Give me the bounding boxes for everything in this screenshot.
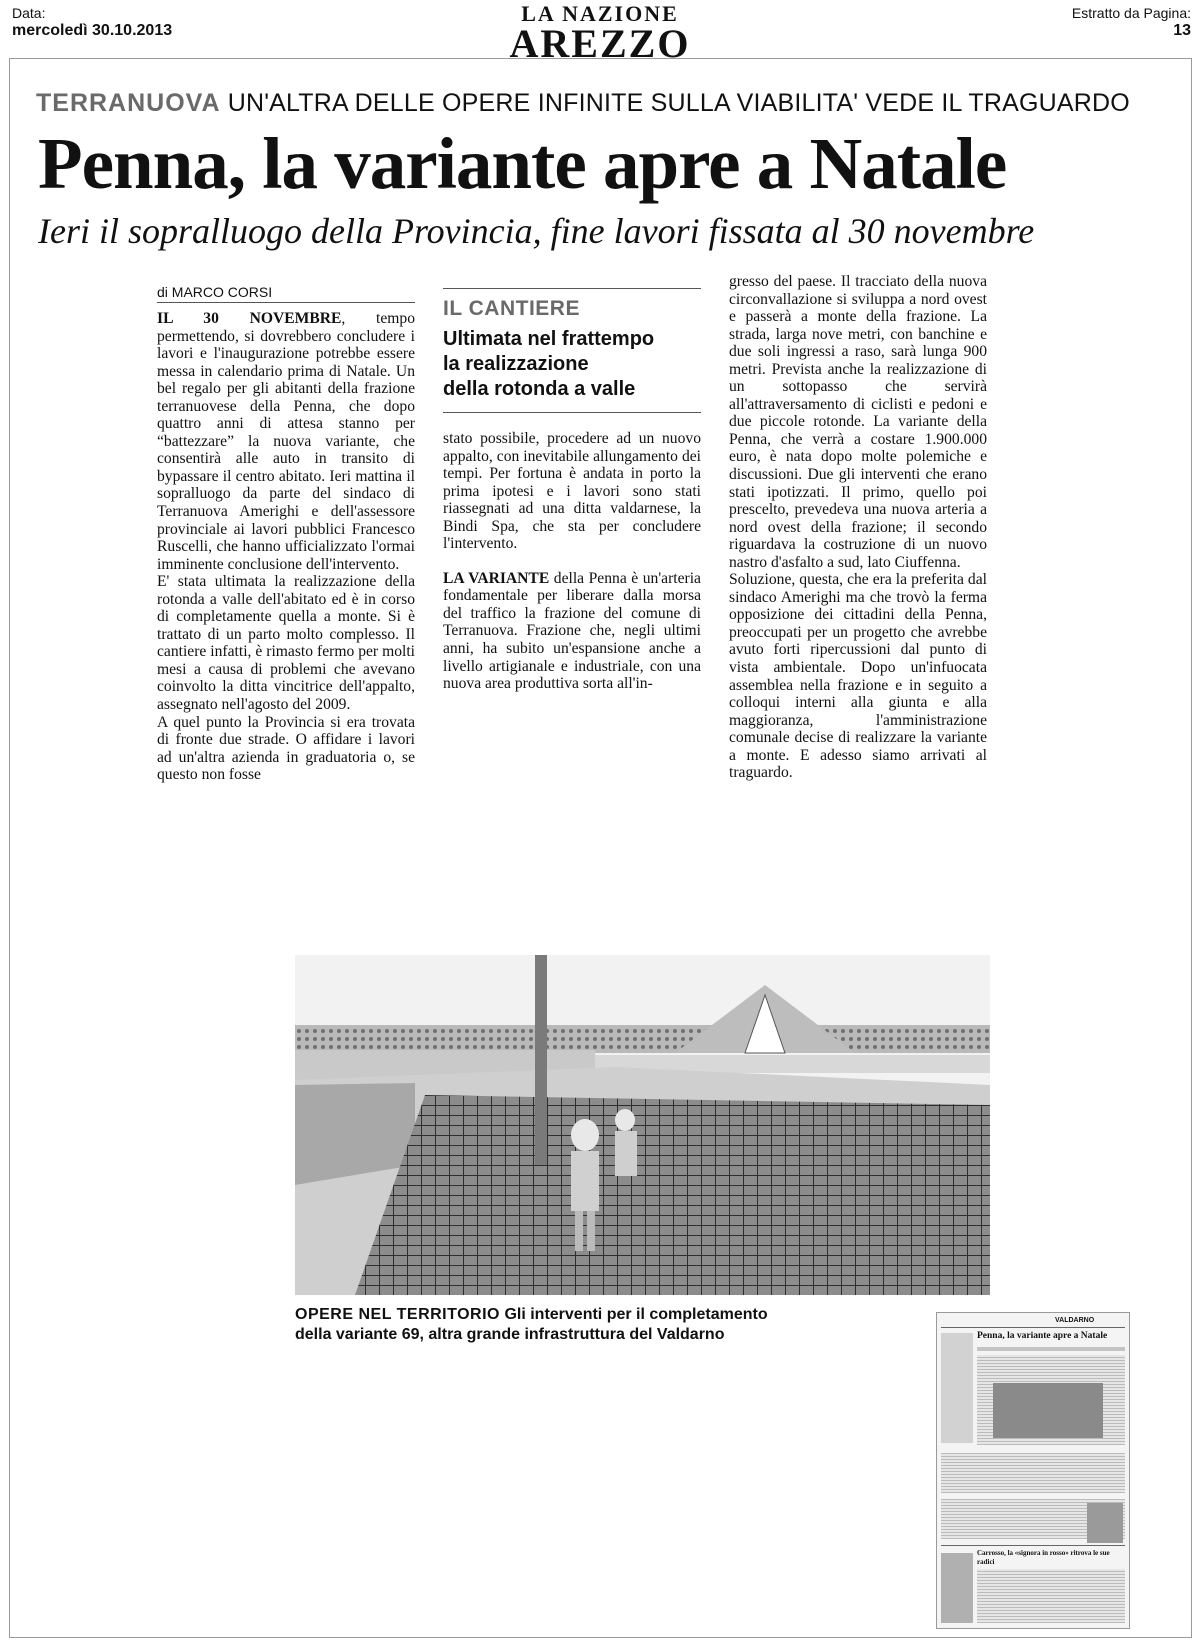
column-3 <box>729 273 987 782</box>
caption-lead: OPERE NEL TERRITORIO <box>295 1306 500 1323</box>
box-title: Ultimata nel frattempo la realizzazione della rotonda a valle <box>443 328 655 400</box>
masthead-top: LA NAZIONE <box>521 1 679 26</box>
byline <box>157 284 415 303</box>
photo-caption: OPERE NEL TERRITORIO Gli interventi per il completamento della variante 69, altra grande infrastruttura del Valdarno <box>295 1306 768 1343</box>
thumbnail-rule <box>941 1545 1125 1546</box>
thumbnail-section: VALDARNO <box>1055 1317 1095 1324</box>
thumbnail-photo <box>941 1553 973 1623</box>
construction-photo <box>295 955 990 1295</box>
column-2 <box>443 430 701 693</box>
byline-author: MARCO CORSI <box>171 284 273 300</box>
thumbnail-rule <box>941 1327 1125 1328</box>
byline-prefix: di <box>157 284 168 300</box>
page-number: 13 <box>1173 22 1191 39</box>
thumbnail-second-headline: Carrosso, la «signora in rosso» ritrova le sue radici <box>977 1549 1110 1566</box>
paragraph: gresso del paese. Il tracciato della nuova circonvallazione si sviluppa a nord ovest e passerà a monte della frazione. La strada, larga nove metri, con banchine e due soli ingressi a raso, sarà lunga 900 metri. Prevista anche la realizzazione di un sottopasso che servirà all'attraversamento di ciclisti e pedoni e due piccole rotonde. La variante della Penna, che verrà a costare 1.900.000 euro, è nata dopo molte polemiche e discussioni. Due gli interventi che erano stati ipotizzati. Il primo, quello poi prescelto, prevedeva una nuova arteria a nord ovest della frazione; il secondo riguardava la costruzione di un nuovo nastro d'asfalto a sud, lato Ciuffenna. <box>729 273 987 571</box>
paragraph: IL 30 NOVEMBRE, tempo permettendo, si dovrebbero concludere i lavori e l'inaugurazione potrebbe essere messa in calendario prima di Natale. Un bel regalo per gli abitanti della frazione terranuovese della Penna, che dopo quattro anni di attesa stanno per “battezzare” la nuova variante, che consentirà alle auto in transito di bypassare il centro abitato. Ieri mattina il sopralluogo da parte del sindaco di Terranuova Amerighi e dell'assessore provinciale ai lavori pubblici Francesco Ruscelli, che hanno ufficializzato l'ormai imminente conclusione dell'intervento. <box>157 310 415 573</box>
paragraph: LA VARIANTE della Penna è un'arteria fondamentale per liberare dalla morsa del traffico la frazione del comune di Terranuova. Frazione che, negli ultimi anni, ha subito un'espansione anche a livello artigianale e industriale, con una nuova area produttiva sorta all'in- <box>443 569 701 693</box>
subheadline: Ieri il sopralluogo della Provincia, fine lavori fissata al 30 novembre <box>38 211 1035 251</box>
thumbnail-headline: Penna, la variante apre a Natale <box>977 1331 1108 1341</box>
page-thumbnail <box>936 1312 1130 1629</box>
headline: Penna, la variante apre a Natale <box>38 123 1007 204</box>
box-kicker: IL CANTIERE <box>443 297 580 320</box>
paragraph: Soluzione, questa, che era la preferita dal sindaco Amerighi ma che trovò la ferma opposizione dei cittadini della Penna, preoccupati per un progetto che avrebbe avuto forti ripercussioni dal punto di vista ambientale. Dopo un'infuocata assemblea nella frazione e in seguito a colloqui interni alla giunta e alla maggioranza, l'amministrazione comunale decise di realizzare la variante a monte. E adesso siamo arrivati al traguardo. <box>729 571 987 782</box>
date-value: mercoledì 30.10.2013 <box>12 22 173 39</box>
paragraph: stato possibile, procedere ad un nuovo appalto, con inevitabile allungamento dei tempi. Per fortuna è andata in porto la prima ipotesi e i lavori sono stati riassegnati ad una ditta valdarnese, la Bindi Spa, che sta per concludere l'intervento. <box>443 430 701 553</box>
thumbnail-text <box>941 1453 1125 1493</box>
kicker-place: TERRANUOVA <box>36 89 221 117</box>
kicker <box>36 88 1130 118</box>
thumbnail-photo <box>993 1383 1103 1438</box>
lead-in: LA VARIANTE <box>443 569 550 587</box>
thumbnail-subhead <box>977 1347 1125 1351</box>
thumbnail-text <box>977 1569 1125 1623</box>
paragraph: A quel punto la Provincia si era trovata di fronte due strade. O affidare i lavori ad un'altra azienda in graduatoria o, se questo non fosse <box>157 713 415 784</box>
paragraph: E' stata ultimata la realizzazione della rotonda a valle dell'abitato ed è in corso di completamente quella a monte. Si è trattato di un parto molto complesso. Il cantiere infatti, è rimasto fermo per molti mesi a causa di problemi che avevano coinvolto la ditta vincitrice dell'appalto, assegnato nell'agosto del 2009. <box>157 573 415 714</box>
column-1 <box>157 310 415 784</box>
box-rule <box>443 288 701 289</box>
thumbnail-photo <box>1087 1503 1123 1543</box>
page-label: Estratto da Pagina: <box>1071 5 1191 21</box>
lead-in: IL 30 NOVEMBRE <box>157 310 342 327</box>
masthead-city: AREZZO <box>509 21 691 66</box>
box-rule-bottom <box>443 412 701 413</box>
thumbnail-sidebar <box>941 1333 973 1443</box>
kicker-text: UN'ALTRA DELLE OPERE INFINITE SULLA VIABILITA' VEDE IL TRAGUARDO <box>227 89 1130 117</box>
date-label: Data: <box>12 5 46 21</box>
